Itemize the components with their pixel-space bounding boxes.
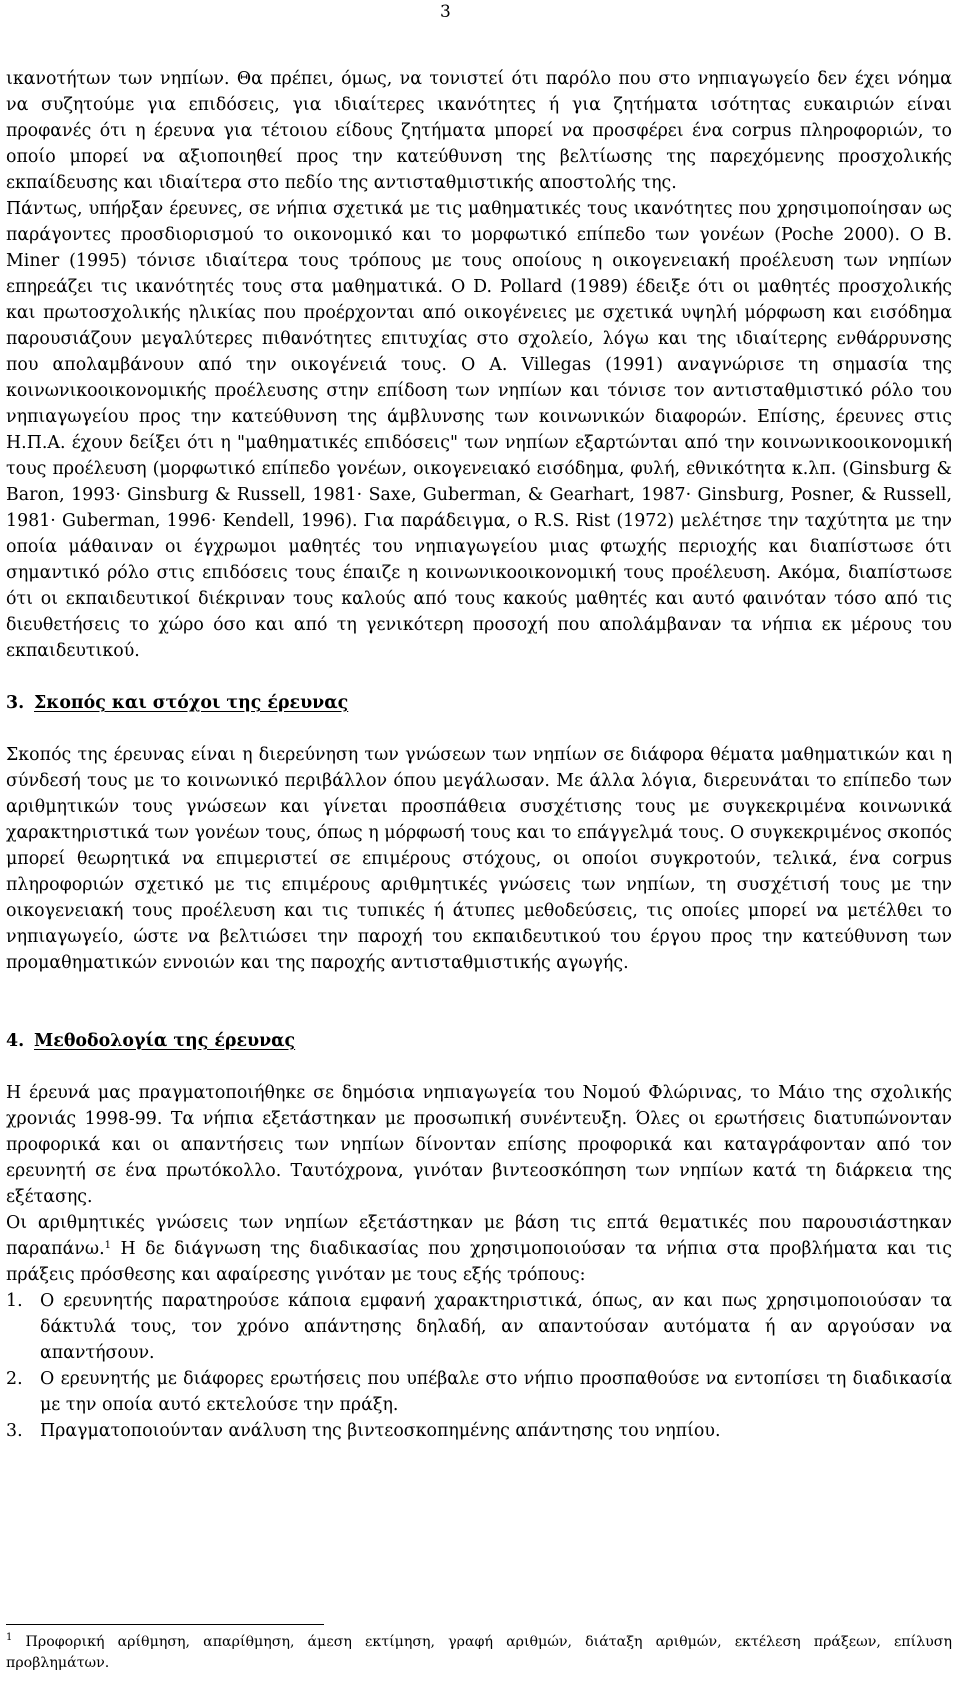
section-3-title: Σκοπός και στόχοι της έρευνας bbox=[34, 693, 349, 713]
section-3-paragraph: Σκοπός της έρευνας είναι η διερεύνηση των γνώσεων των νηπίων σε διάφορα θέματα μαθηματικών και η σύνδεσή τους με το κοινωνικό περιβάλλον όπου μεγάλωσαν. Με άλλα λόγια, διερευνάται το επίπεδο των αριθμητικών τους γνώσεων και γίνεται προσπάθεια συσχέτισης τους με συγκεκριμένα κοινωνικά χαρακτηριστικά των γονέων τους, όπως η μόρφωσή τους και το επάγγελμά τους. Ο συγκεκριμένος σκοπός μπορεί θεωρητικά να επιμεριστεί σε επιμέρους στόχους, οι οποίοι συγκροτούν, τελικά, ένα corpus πληροφοριών σχετικό με τις επιμέρους αριθμητικές γνώσεις των νηπίων, τη συσχέτισή τους με την οικογενειακή τους προέλευση και τις τυπικές ή άτυπες μεθοδεύσεις, τις οποίες μπορεί να μετέλθει το νηπιαγωγείο, ώστε να βελτιώσει την παροχή του εκπαιδευτικού του έργου προς την κατεύθυνση των προμαθηματικών εννοιών και της παροχής αντισταθμιστικής αγωγής. bbox=[6, 745, 952, 973]
section-4-heading bbox=[6, 1028, 952, 1054]
footnote bbox=[6, 1632, 952, 1674]
footnote-marker: 1 bbox=[6, 1632, 13, 1643]
section-3-heading bbox=[6, 690, 952, 716]
footnote-text: Προφορική αρίθμηση, απαρίθμηση, άμεση εκτίμηση, γραφή αριθμών, διάταξη αριθμών, εκτέλεση πράξεων, επίλυση προβλημάτων. bbox=[6, 1634, 952, 1671]
intro-paragraph-2: Πάντως, υπήρξαν έρευνες, σε νήπια σχετικά με τις μαθηματικές τους ικανότητες που χρησιμοποίησαν ως παράγοντες προσδιορισμού το οικονομικό και το μορφωτικό επίπεδο των γονέων (Poche 2000). O B. Miner (1995) τόνισε ιδιαίτερα τους τρόπους με τους οποίους η οικογενειακή προέλευση των νηπίων επηρεάζει τις ικανότητές τους στα μαθηματικά. O D. Pollard (1989) έδειξε ότι οι μαθητές προσχολικής και πρωτοσχολικής ηλικίας που προέρχονται από οικογένειες με σχετικά υψηλή μόρφωση και εισόδημα παρουσιάζουν μεγαλύτερες πιθανότητες επιτυχίας στο σχολείο, λόγω και της ιδιαίτερης ενθάρρυνσης που απολαμβάνουν από την οικογένειά τους. O A. Villegas (1991) αναγνώρισε τη σημασία της κοινωνικοοικονομικής προέλευσης στην επίδοση των νηπίων και τόνισε τον αντισταθμιστικό ρόλο του νηπιαγωγείου προς την κατεύθυνση της άμβλυνσης των κοινωνικών διαφορών. Επίσης, έρευνες στις Η.Π.Α. έχουν δείξει ότι η "μαθηματικές επιδόσεις" των νηπίων εξαρτώνται από την κοινωνικοοικονομική τους προέλευση (μορφωτικό επίπεδο γονέων, οικογενειακό εισόδημα, φυλή, εθνικότητα κ.λπ. (Ginsburg & Baron, 1993· Ginsburg & Russell, 1981· Saxe, Guberman, & Gearhart, 1987· Ginsburg, Posner, & Russell, 1981· Guberman, 1996· Kendell, 1996). Για παράδειγμα, ο R.S. Rist (1972) μελέτησε την ταχύτητα με την οποία μάθαιναν οι έγχρωμοι μαθητές του νηπιαγωγείου μιας φτωχής περιοχής και διαπίστωσε ότι σημαντικό ρόλο στις επιδόσεις τους έπαιζε η κοινωνικοοικονομική τους προέλευση. Ακόμα, διαπίστωσε ότι οι εκπαιδευτικοί διέκριναν τους καλούς από τους κακούς μαθητές και αυτό φαινόταν τόσο από τις διευθετήσεις το χώρο όσο και από τη γενικότερη προσοχή που απολάμβαναν τα νήπια εκ μέρους του εκπαιδευτικού. bbox=[6, 199, 952, 661]
section-4-number: 4. bbox=[6, 1031, 25, 1051]
list-item-text: Ο ερευνητής με διάφορες ερωτήσεις που υπέβαλε στο νήπιο προσπαθούσε να εντοπίσει τη διαδικασία με την οποία αυτό εκτελούσε την πράξη. bbox=[40, 1369, 952, 1415]
section-4-paragraph-2-cont: Η δε διάγνωση της διαδικασίας που χρησιμοποιούσαν τα νήπια στα προβλήματα και τις πράξεις πρόσθεσης και αφαίρεσης γινόταν με τους εξής τρόπους: bbox=[6, 1239, 952, 1285]
list-item-number: 1. bbox=[6, 1291, 23, 1311]
section-3-number: 3. bbox=[6, 693, 25, 713]
list-item-text: Ο ερευνητής παρατηρούσε κάποια εμφανή χαρακτηριστικά, όπως, αν και πως χρησιμοποιούσαν τα δάκτυλά τους, τον χρόνο απάντησης δηλαδή, αν απαντούσαν αυτόματα ή αν αργούσαν να απαντήσουν. bbox=[40, 1291, 952, 1363]
section-4-paragraph-1: Η έρευνά μας πραγματοποιήθηκε σε δημόσια νηπιαγωγεία του Νομού Φλώρινας, το Μάιο της σχολικής χρονιάς 1998-99. Τα νήπια εξετάστηκαν με προσωπική συνέντευξη. Όλες οι ερωτήσεις διατυπώνονταν προφορικά και οι απαντήσεις των νηπίων δίνονταν επίσης προφορικά και καταγράφονταν από τον ερευνητή σε ένα πρωτόκολλο. Ταυτόχρονα, γινόταν βιντεοσκόπηση των νηπίων κατά τη διάρκεια της εξέτασης. bbox=[6, 1083, 952, 1207]
footnote-divider bbox=[6, 1624, 324, 1625]
section-4-paragraph-2 bbox=[6, 1210, 952, 1288]
section-4-paragraph-2-text: Οι αριθμητικές γνώσεις των νηπίων εξετάστηκαν με βάση τις επτά θεματικές που παρουσιάστηκαν παραπάνω. bbox=[6, 1213, 952, 1259]
list-item bbox=[6, 1288, 952, 1366]
list-item bbox=[6, 1418, 952, 1444]
procedure-list bbox=[6, 1288, 952, 1444]
document-body bbox=[6, 66, 952, 1444]
section-4-title: Μεθοδολογία της έρευνας bbox=[34, 1031, 296, 1051]
footnote-reference: 1 bbox=[104, 1240, 111, 1251]
list-item bbox=[6, 1366, 952, 1418]
list-item-number: 3. bbox=[6, 1421, 23, 1441]
intro-paragraph-1: ικανοτήτων των νηπίων. Θα πρέπει, όμως, να τονιστεί ότι παρόλο που στο νηπιαγωγείο δεν έχει νόημα να συζητούμε για επιδόσεις, για ιδιαίτερες ικανότητες ή για ζητήματα ισότητας ευκαιριών είναι προφανές ότι η έρευνα για τέτοιου είδους ζητήματα μπορεί να προσφέρει ένα corpus πληροφοριών, το οποίο μπορεί να αξιοποιηθεί προς την κατεύθυνση της βελτίωσης της παρεχόμενης προσχολικής εκπαίδευσης και ιδιαίτερα στο πεδίο της αντισταθμιστικής αποστολής της. bbox=[6, 69, 952, 193]
list-item-number: 2. bbox=[6, 1369, 23, 1389]
page-number: 3 bbox=[440, 2, 451, 22]
list-item-text: Πραγματοποιούνταν ανάλυση της βιντεοσκοπημένης απάντησης του νηπίου. bbox=[40, 1421, 721, 1441]
